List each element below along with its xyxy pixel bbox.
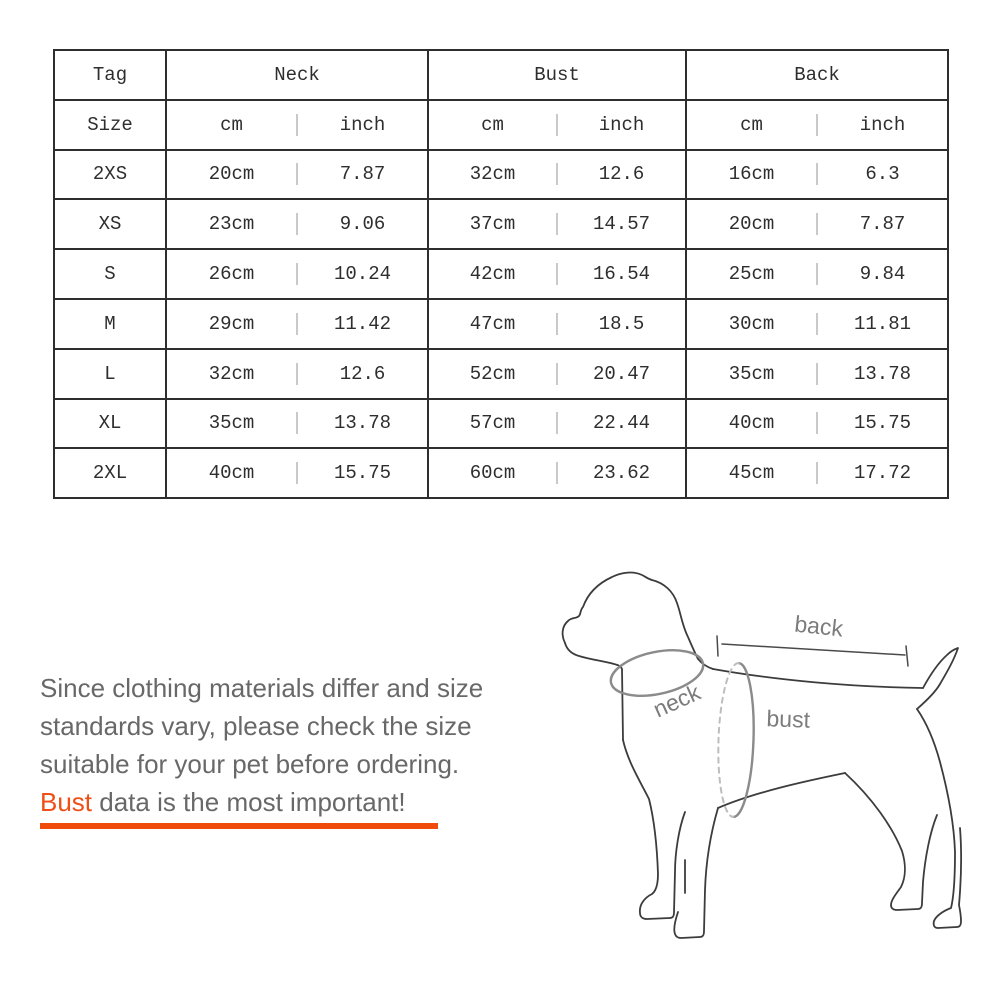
cm-value: 20cm — [728, 213, 775, 236]
cm-value: 45cm — [728, 462, 775, 485]
table-row — [54, 199, 948, 249]
inch-value: 10.24 — [333, 263, 391, 286]
cm-value: 37cm — [469, 213, 516, 236]
bust-cell — [428, 249, 686, 299]
dog-tail — [917, 648, 958, 709]
orange-underline — [40, 823, 438, 829]
unit-cm-label: cm — [220, 113, 243, 136]
note-line-1: Since clothing materials differ and size — [40, 673, 484, 703]
inch-value: 9.84 — [859, 263, 906, 286]
unit-inch-label: inch — [339, 113, 386, 136]
back-cell — [686, 199, 948, 249]
cm-value: 32cm — [208, 362, 255, 385]
bust-highlight: Bust — [40, 787, 93, 817]
table-row — [54, 249, 948, 299]
back-units-cell — [686, 100, 948, 150]
inch-value: 13.78 — [853, 362, 911, 385]
table-row — [54, 150, 948, 200]
size-tag: 2XL — [54, 448, 166, 498]
cm-value: 52cm — [469, 362, 516, 385]
back-cell — [686, 299, 948, 349]
back-cell — [686, 150, 948, 200]
table-header-row — [54, 50, 948, 100]
neck-cell — [166, 299, 428, 349]
cm-value: 23cm — [208, 213, 255, 236]
inch-value: 17.72 — [853, 462, 911, 485]
cm-value: 35cm — [208, 412, 255, 435]
cm-value: 32cm — [469, 163, 516, 186]
bust-cell — [428, 199, 686, 249]
cm-value: 26cm — [208, 263, 255, 286]
bust-ellipse-dashed — [716, 662, 739, 817]
unit-cm-label: cm — [481, 113, 504, 136]
inch-value: 22.44 — [592, 412, 650, 435]
dog-jaw-chest-line — [565, 643, 623, 740]
inch-value: 23.62 — [592, 462, 650, 485]
cm-value: 20cm — [208, 163, 255, 186]
table-row — [54, 299, 948, 349]
inch-value: 13.78 — [333, 412, 391, 435]
back-measure-tick-right — [906, 646, 908, 666]
bust-ellipse-solid — [733, 663, 756, 818]
header-tag: Tag — [54, 50, 166, 100]
cm-value: 40cm — [728, 412, 775, 435]
note-line-4 — [40, 783, 540, 821]
bust-cell — [428, 399, 686, 449]
back-cell — [686, 399, 948, 449]
neck-cell — [166, 150, 428, 200]
dog-sketch-svg — [540, 560, 980, 980]
neck-cell — [166, 448, 428, 498]
back-cell — [686, 448, 948, 498]
inch-value: 11.42 — [333, 312, 391, 335]
header-bust: Bust — [428, 50, 686, 100]
neck-cell — [166, 199, 428, 249]
table-units-row — [54, 100, 948, 150]
back-label: back — [793, 610, 845, 642]
cm-value: 42cm — [469, 263, 516, 286]
back-cell — [686, 249, 948, 299]
bust-cell — [428, 349, 686, 399]
dog-near-front-leg — [623, 740, 685, 919]
inch-value: 11.81 — [853, 312, 911, 335]
inch-value: 15.75 — [853, 412, 911, 435]
size-tag: XL — [54, 399, 166, 449]
inch-value: 16.54 — [592, 263, 650, 286]
inch-value: 18.5 — [598, 312, 645, 335]
inch-value: 12.6 — [339, 362, 386, 385]
back-measure-line — [722, 644, 905, 655]
size-tag: L — [54, 349, 166, 399]
cm-value: 57cm — [469, 412, 516, 435]
inch-value: 7.87 — [859, 213, 906, 236]
size-note-text — [40, 669, 540, 821]
cm-value: 25cm — [728, 263, 775, 286]
inch-value: 12.6 — [598, 163, 645, 186]
bust-units-cell — [428, 100, 686, 150]
table-row — [54, 448, 948, 498]
note-line-3: suitable for your pet before ordering. — [40, 749, 460, 779]
neck-units-cell — [166, 100, 428, 150]
table-row — [54, 399, 948, 449]
size-chart-table — [53, 49, 949, 499]
cm-value: 30cm — [728, 312, 775, 335]
inch-value: 15.75 — [333, 462, 391, 485]
header-size: Size — [54, 100, 166, 150]
size-tag: XS — [54, 199, 166, 249]
dog-back-line — [713, 669, 923, 688]
dog-belly-line — [718, 773, 845, 808]
dog-head-outline — [563, 573, 713, 669]
cm-value: 29cm — [208, 312, 255, 335]
header-neck: Neck — [166, 50, 428, 100]
header-back: Back — [686, 50, 948, 100]
back-cell — [686, 349, 948, 399]
neck-cell — [166, 349, 428, 399]
cm-value: 40cm — [208, 462, 255, 485]
dog-near-hind-leg — [845, 773, 937, 910]
dog-far-hind-leg — [917, 709, 961, 928]
bust-label: bust — [766, 705, 811, 733]
size-tag: 2XS — [54, 150, 166, 200]
unit-cm-label: cm — [740, 113, 763, 136]
unit-inch-label: inch — [859, 113, 906, 136]
inch-value: 6.3 — [865, 163, 900, 186]
neck-label: neck — [649, 678, 705, 723]
note-line-2: standards vary, please check the size — [40, 711, 472, 741]
bust-cell — [428, 150, 686, 200]
back-measure-tick-left — [717, 636, 718, 656]
cm-value: 35cm — [728, 362, 775, 385]
cm-value: 47cm — [469, 312, 516, 335]
unit-inch-label: inch — [598, 113, 645, 136]
table-row — [54, 349, 948, 399]
dog-measurement-diagram — [540, 560, 980, 980]
note-line-4-rest: data is the most important! — [92, 787, 406, 817]
neck-cell — [166, 249, 428, 299]
neck-cell — [166, 399, 428, 449]
inch-value: 9.06 — [339, 213, 386, 236]
bust-cell — [428, 299, 686, 349]
inch-value: 7.87 — [339, 163, 386, 186]
size-tag: S — [54, 249, 166, 299]
inch-value: 14.57 — [592, 213, 650, 236]
cm-value: 60cm — [469, 462, 516, 485]
cm-value: 16cm — [728, 163, 775, 186]
bust-cell — [428, 448, 686, 498]
inch-value: 20.47 — [592, 362, 650, 385]
size-tag: M — [54, 299, 166, 349]
